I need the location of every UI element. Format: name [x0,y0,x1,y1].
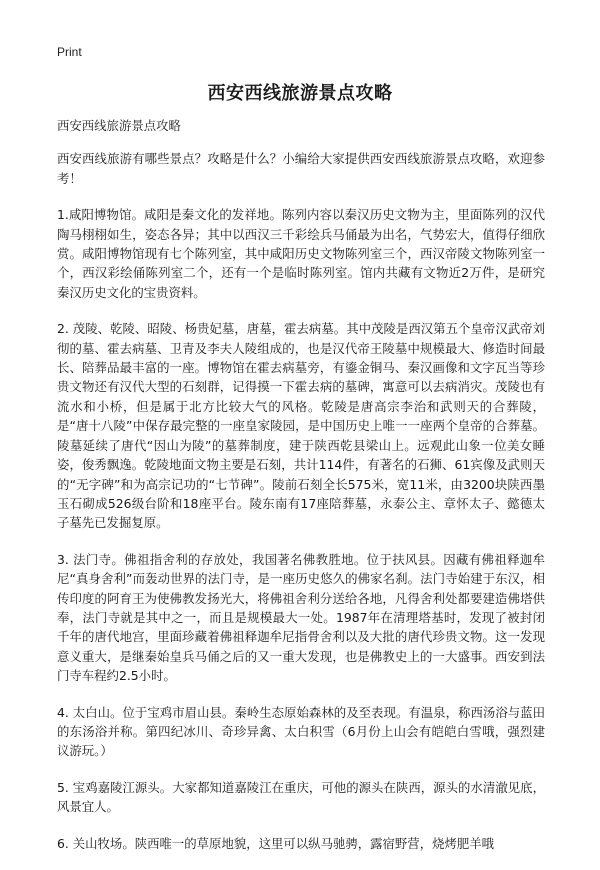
page-title: 西安西线旅游景点攻略 [207,83,393,104]
section-paragraph-6: 6. 关山牧场。陕西唯一的草原地貌，这里可以纵马驰骋，露宿野营，烧烤肥羊哦 [57,835,495,851]
article-subtitle: 西安西线旅游景点攻略 [57,118,181,133]
print-link[interactable]: Print [57,45,82,59]
section-paragraph-4: 4. 太白山。位于宝鸡市眉山县。秦岭生态原始森林的及至表现。有温泉，称西汤浴与蓝田的东汤浴并称。第四纪冰川、奇珍异禽、太白积雪（6月份上山会有皑皑白雪哦，强烈建议游玩。） [57,704,545,759]
article-body [57,116,545,870]
intro-paragraph: 西安西线旅游有哪些景点？攻略是什么？小编给大家提供西安西线旅游景点攻略，欢迎参考！ [57,151,545,186]
section-paragraph-5: 5. 宝鸡嘉陵江源头。大家都知道嘉陵江在重庆，可他的源头在陕西，源头的水清澈见底，风景宜人。 [57,779,545,815]
section-paragraph-3: 3. 法门寺。佛祖指舍利的存放处，我国著名佛教胜地。位于扶风县。因藏有佛祖释迦牟尼“真身舍利”而轰动世界的法门寺，是一座历史悠久的佛家名刹。法门寺始建于东汉，相传印度的阿育王为使佛教发扬光大，将佛祖舍利分送给各地，凡得舍利处都要建造佛塔供奉，法门寺就是其中之一，而且是规模最大一处。1987年在清理塔基时，发现了被封闭千年的唐代地宫，里面珍藏着佛祖释迦牟尼指骨舍利以及大批的唐代珍贵文物。这一发现意义重大，是继秦始皇兵马俑之后的又一重大发现，也是佛教史上的一大盛事。西安到法门寺车程约2.5小时。 [57,551,545,684]
section-paragraph-2: 2. 茂陵、乾陵、昭陵、杨贵妃墓，唐墓，霍去病墓。其中茂陵是西汉第五个皇帝汉武帝刘彻的墓、霍去病墓、卫青及李夫人陵组成的，也是汉代帝王陵墓中规模最大、修造时间最长、陪葬品最丰富的一座。博物馆在霍去病墓旁，有鎏金铜马、秦汉画像和文字瓦当等珍贵文物还有汉代大型的石刻群，记得摸一下霍去病的墓碑，寓意可以去病消灾。茂陵也有流水和小桥，但是属于北方比较大气的风格。乾陵是唐高宗李治和武则天的合葬陵，是“唐十八陵”中保存最完整的一座皇家陵园，是中国历史上唯一一座两个皇帝的合葬墓。陵墓延续了唐代“因山为陵”的墓葬制度，建于陕西乾县梁山上。远观此山象一位美女睡姿，俊秀飘逸。乾陵地面文物主要是石刻，共计114件，有著名的石狮、61宾像及武则天的“无字碑”和为高宗记功的“七节碑”。陵前石刻全长575米，宽11米，由3200块陕西墨玉石砌成526级台阶和18座平台。陵东南有17座陪葬墓，永泰公主、章怀太子、懿德太子墓先已发掘复原。 [57,321,545,531]
section-paragraph-1: 1.咸阳博物馆。咸阳是秦文化的发祥地。陈列内容以秦汉历史文物为主，里面陈列的汉代陶马栩栩如生，姿态各异；其中以西汉三千彩绘兵马俑最为出名，气势宏大，值得仔细欣赏。咸阳博物馆现有七个陈列室，其中咸阳历史文物陈列室三个，西汉帝陵文物陈列室一个，西汉彩绘俑陈列室二个，还有一个是临时陈列室。馆内共藏有文物近2万件，是研究秦汉历史文化的宝贵资料。 [57,207,545,300]
